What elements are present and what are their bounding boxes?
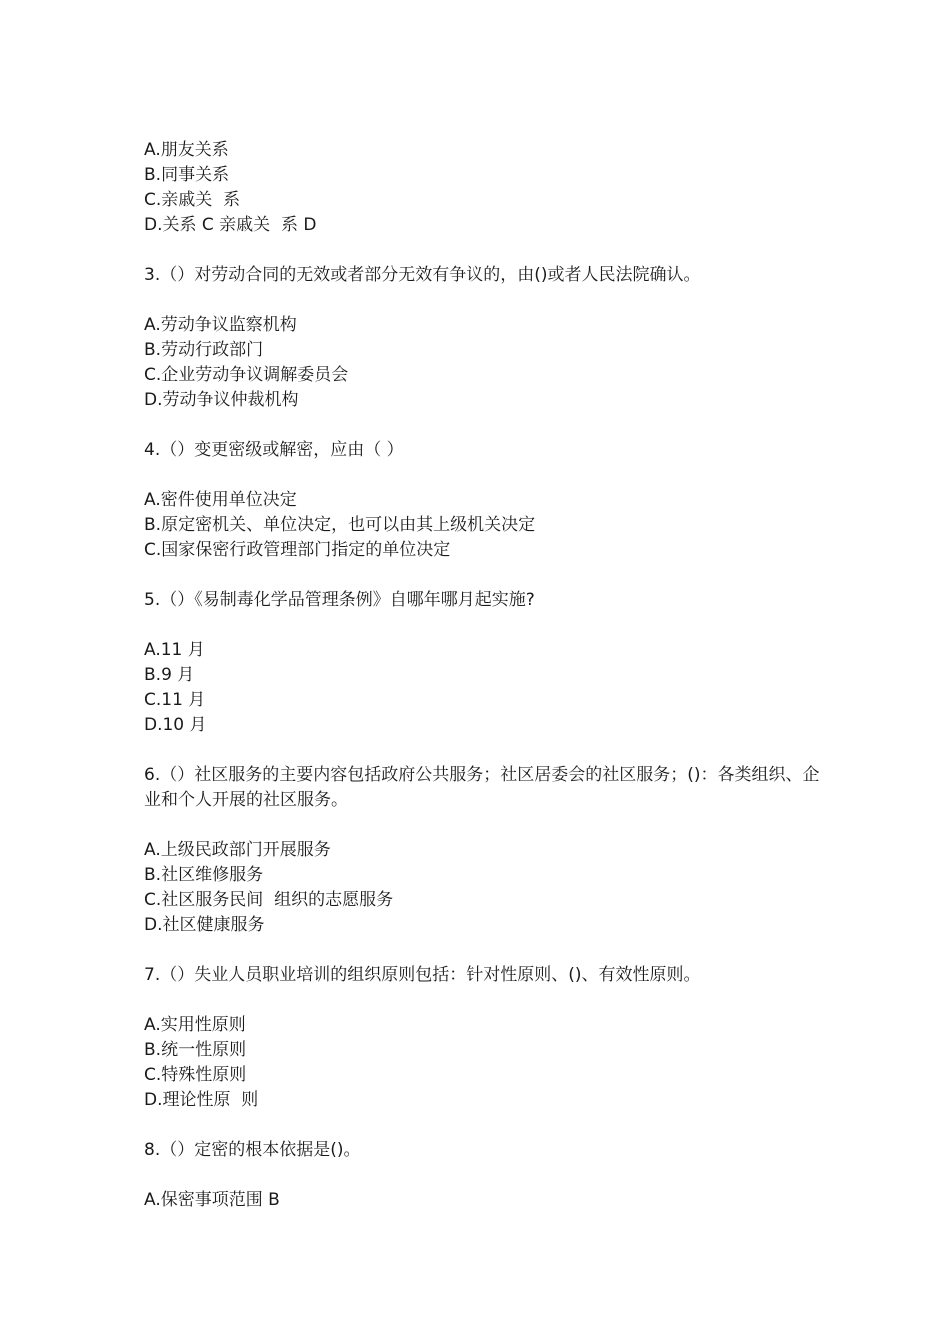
question-4 [144,438,824,563]
question-stem: 3.（）对劳动合同的无效或者部分无效有争议的，由()或者人民法院确认。 [144,265,701,285]
question-8 [144,1138,824,1213]
option-a: A.11 月 [144,640,205,660]
question-7 [144,963,824,1113]
option-a: A.朋友关系 [144,140,229,160]
question-stem: 7.（）失业人员职业培训的组织原则包括：针对性原则、()、有效性原则。 [144,965,701,985]
document-page [144,138,824,1213]
option-a: A.密件使用单位决定 [144,490,297,510]
question-6 [144,763,824,938]
option-c: C.亲戚关 系 [144,190,241,210]
question-stem: 5.（）《易制毒化学品管理条例》自哪年哪月起实施? [144,590,535,610]
option-b: B.统一性原则 [144,1040,247,1060]
question-5 [144,588,824,738]
option-d: D.理论性原 则 [144,1090,259,1110]
option-c: C.国家保密行政管理部门指定的单位决定 [144,540,451,560]
option-a: A.上级民政部门开展服务 [144,840,331,860]
question-stem: 4.（）变更密级或解密，应由（ ） [144,440,404,460]
question-3 [144,263,824,413]
option-b: B.社区维修服务 [144,865,264,885]
option-d: D.劳动争议仲裁机构 [144,390,299,410]
option-b: B.同事关系 [144,165,230,185]
option-d: D.关系 C 亲戚关 系 D [144,215,317,235]
option-b: B.劳动行政部门 [144,340,264,360]
option-c: C.特殊性原则 [144,1065,247,1085]
option-c: C.11 月 [144,690,206,710]
option-a: A.劳动争议监察机构 [144,315,297,335]
question-stem: 6.（）社区服务的主要内容包括政府公共服务；社区居委会的社区服务；()：各类组织、企业和个人开展的社区服务。 [144,765,820,810]
option-c: C.社区服务民间 组织的志愿服务 [144,890,394,910]
option-d: D.社区健康服务 [144,915,265,935]
option-a: A.实用性原则 [144,1015,246,1035]
option-b: B.原定密机关、单位决定，也可以由其上级机关决定 [144,515,536,535]
option-d: D.10 月 [144,715,207,735]
option-a: A.保密事项范围 B [144,1190,280,1210]
option-c: C.企业劳动争议调解委员会 [144,365,349,385]
question-2-options [144,138,824,238]
question-stem: 8.（）定密的根本依据是()。 [144,1140,361,1160]
option-b: B.9 月 [144,665,195,685]
